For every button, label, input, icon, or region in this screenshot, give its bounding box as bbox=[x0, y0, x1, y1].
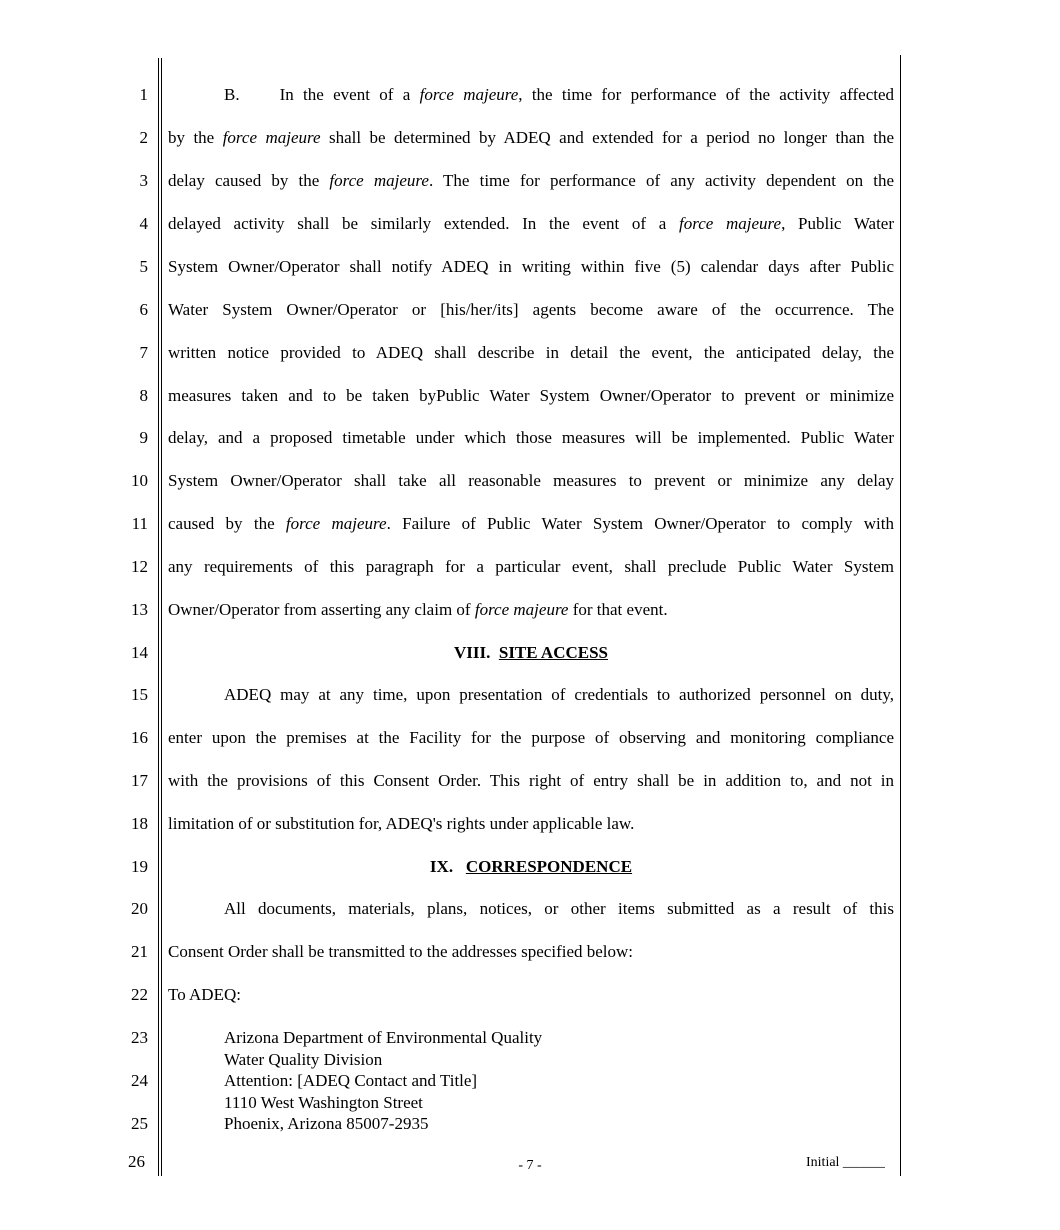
line-number: 14 bbox=[131, 643, 148, 662]
line-number: 21 bbox=[131, 942, 148, 961]
address-line: 1110 West Washington Street bbox=[224, 1092, 423, 1112]
line-number: 4 bbox=[139, 214, 148, 233]
line-number: 11 bbox=[131, 514, 148, 533]
line-number: 20 bbox=[131, 899, 148, 918]
page-number: - 7 - bbox=[518, 1158, 542, 1173]
site-access-line-16: enter upon the premises at the Facility for the purpose of observing and monitoring compliance bbox=[168, 728, 894, 747]
line-number: 23 bbox=[131, 1028, 148, 1047]
line-number: 19 bbox=[131, 857, 148, 876]
line-number: 7 bbox=[139, 343, 148, 362]
para-b-line-3: delay caused by the force majeure. The time for performance of any activity dependent on the bbox=[168, 171, 895, 190]
line-number: 8 bbox=[139, 386, 148, 405]
site-access-line-18: limitation of or substitution for, ADEQ's rights under applicable law. bbox=[168, 814, 635, 833]
site-access-line-17: with the provisions of this Consent Order. This right of entry shall be in addition to, and not in bbox=[168, 771, 894, 790]
line-number: 15 bbox=[131, 685, 148, 704]
correspondence-line-20: All documents, materials, plans, notices, or other items submitted as a result of this bbox=[224, 899, 894, 918]
line-number: 3 bbox=[139, 171, 148, 190]
address-line: Phoenix, Arizona 85007-2935 bbox=[224, 1114, 429, 1133]
initial-line: Initial ______ bbox=[806, 1155, 885, 1170]
correspondence-line-21: Consent Order shall be transmitted to the addresses specified below: bbox=[168, 942, 634, 961]
para-b-line-6: Water System Owner/Operator or [his/her/its] agents become aware of the occurrence. The bbox=[168, 300, 894, 319]
line-number: 16 bbox=[131, 728, 148, 747]
line-number-cut-off: 26 bbox=[128, 1152, 145, 1171]
line-number: 18 bbox=[131, 814, 148, 833]
left-margin-rule-outer bbox=[158, 58, 159, 1176]
para-b-line-2: by the force majeure shall be determined by ADEQ and extended for a period no longer than the bbox=[168, 128, 894, 147]
para-b-line-1: B. In the event of a force majeure, the time for performance of the activity affected bbox=[224, 85, 895, 104]
line-number: 10 bbox=[131, 471, 148, 490]
section-heading-correspondence: IX. CORRESPONDENCE bbox=[429, 857, 633, 876]
para-b-line-13: Owner/Operator from asserting any claim of force majeure for that event. bbox=[168, 600, 668, 619]
line-number: 25 bbox=[131, 1114, 148, 1133]
para-b-line-10: System Owner/Operator shall take all reasonable measures to prevent or minimize any delay bbox=[168, 471, 894, 490]
section-heading-site-access: VIII. SITE ACCESS bbox=[453, 643, 608, 662]
para-b-line-12: any requirements of this paragraph for a particular event, shall preclude Public Water System bbox=[168, 557, 894, 576]
para-b-label: B. bbox=[224, 85, 240, 104]
right-margin-rule bbox=[900, 55, 901, 1176]
para-b-line-9: delay, and a proposed timetable under which those measures will be implemented. Public Water bbox=[168, 428, 894, 447]
site-access-line-15: ADEQ may at any time, upon presentation of credentials to authorized personnel on duty, bbox=[224, 685, 894, 704]
line-number: 17 bbox=[131, 771, 148, 790]
line-number: 2 bbox=[139, 128, 148, 147]
line-number: 12 bbox=[131, 557, 148, 576]
line-number: 9 bbox=[139, 428, 148, 447]
line-number: 22 bbox=[131, 985, 148, 1004]
line-number: 13 bbox=[131, 600, 148, 619]
address-line: Arizona Department of Environmental Quality bbox=[224, 1028, 543, 1047]
para-b-line-8: measures taken and to be taken byPublic Water System Owner/Operator to prevent or minimize bbox=[168, 386, 894, 405]
address-line: Water Quality Division bbox=[224, 1049, 383, 1069]
left-margin-rule-inner bbox=[161, 58, 162, 1176]
line-number: 6 bbox=[139, 300, 148, 319]
address-line: Attention: [ADEQ Contact and Title] bbox=[224, 1071, 478, 1090]
line-number: 1 bbox=[139, 85, 148, 104]
adeq-address-block bbox=[224, 1027, 542, 1135]
para-b-line-5: System Owner/Operator shall notify ADEQ in writing within five (5) calendar days after Public bbox=[168, 257, 894, 276]
para-b-line-7: written notice provided to ADEQ shall describe in detail the event, the anticipated delay, the bbox=[168, 343, 894, 362]
para-b-line-11: caused by the force majeure. Failure of Public Water System Owner/Operator to comply with bbox=[168, 514, 894, 533]
para-b-line-4: delayed activity shall be similarly extended. In the event of a force majeure, Public Water bbox=[168, 214, 894, 233]
line-number: 24 bbox=[131, 1071, 148, 1090]
line-number: 5 bbox=[139, 257, 148, 276]
to-adeq-label: To ADEQ: bbox=[168, 985, 241, 1004]
